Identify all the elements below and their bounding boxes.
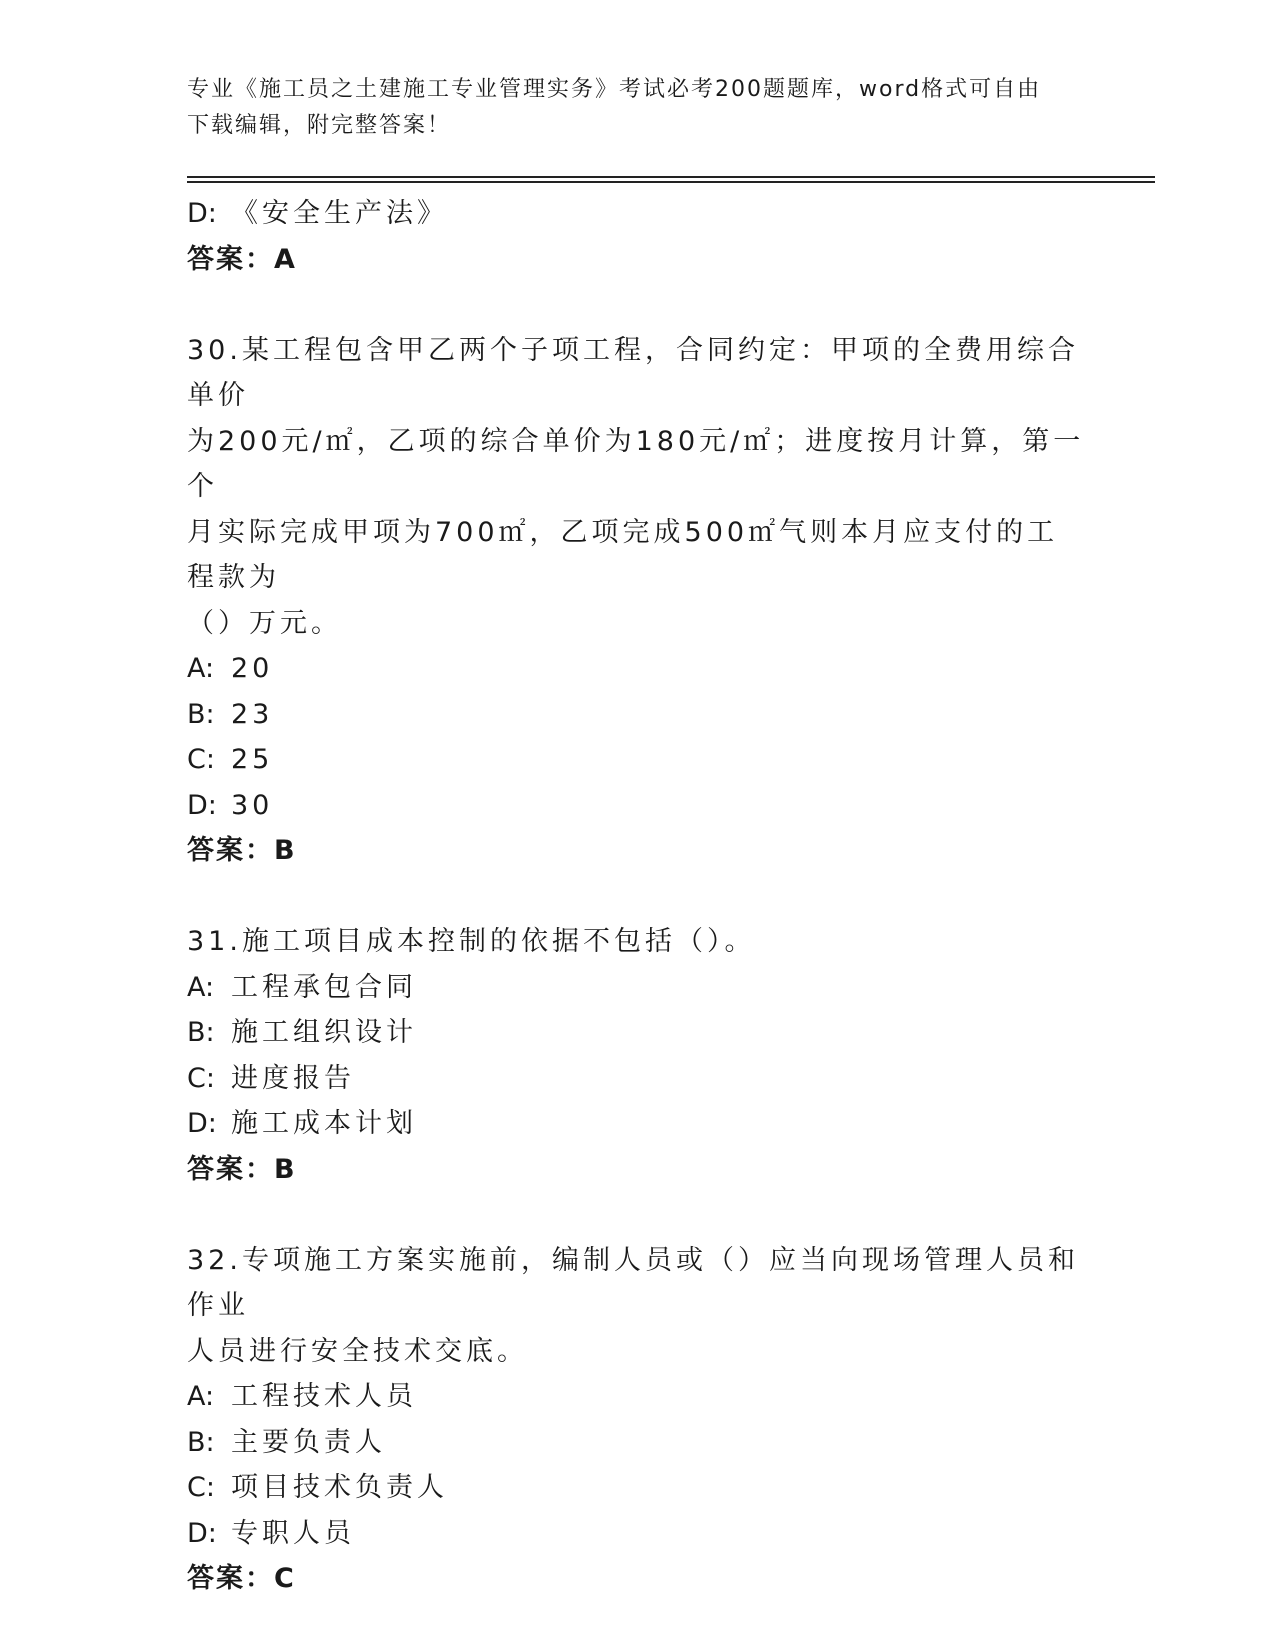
option-label: D: <box>187 1108 217 1139</box>
option-text: 工程承包合同 <box>231 971 417 1003</box>
option-text: 23 <box>231 698 274 730</box>
question-31 <box>187 919 1087 1192</box>
answer: 答案：C <box>187 1563 296 1594</box>
question-stem-line: 人员进行安全技术交底。 <box>187 1335 528 1367</box>
option-label: B: <box>187 698 215 730</box>
document-header <box>187 72 1067 144</box>
option-label: C: <box>187 1472 215 1503</box>
option-c <box>187 1056 1087 1102</box>
prev-option-d <box>187 191 1087 237</box>
option-text: 施工组织设计 <box>231 1017 417 1048</box>
question-stem-line: 31.施工项目成本控制的依据不包括（）。 <box>187 926 756 957</box>
option-label: C: <box>187 744 215 775</box>
option-a <box>187 1374 1087 1420</box>
option-text: 20 <box>231 653 274 684</box>
question-stem-line: 32.专项施工方案实施前，编制人员或（）应当向现场管理人员和作业 <box>187 1244 1079 1321</box>
option-text: 专职人员 <box>231 1517 355 1549</box>
header-line-1: 专业《施工员之土建施工专业管理实务》考试必考200题题库，word格式可自由 <box>187 77 1042 102</box>
option-label: D: <box>187 789 217 821</box>
option-text: 项目技术负责人 <box>231 1472 448 1503</box>
option-label: B: <box>187 1017 215 1048</box>
option-label: A: <box>187 1381 215 1412</box>
question-stem-line: 30.某工程包含甲乙两个子项工程，合同约定：甲项的全费用综合单价 <box>187 334 1079 411</box>
option-text: 主要负责人 <box>231 1426 386 1458</box>
option-text: 进度报告 <box>231 1062 355 1094</box>
spacer <box>187 1192 1087 1238</box>
option-d <box>187 1511 1087 1557</box>
option-label: C: <box>187 1062 215 1094</box>
option-text: 25 <box>231 744 274 775</box>
option-text: 30 <box>231 789 274 821</box>
option-b <box>187 1420 1087 1466</box>
option-b <box>187 692 1087 738</box>
option-c <box>187 737 1087 783</box>
option-text: 工程技术人员 <box>231 1381 417 1412</box>
spacer <box>187 282 1087 328</box>
option-a <box>187 646 1087 692</box>
header-rule-top <box>187 176 1155 178</box>
question-content <box>187 191 1087 1602</box>
question-stem-line: 月实际完成甲项为700㎡，乙项完成500㎡气则本月应支付的工程款为 <box>187 516 1059 593</box>
option-label: D: <box>187 1517 217 1549</box>
option-a <box>187 965 1087 1011</box>
option-d <box>187 783 1087 829</box>
option-label: A: <box>187 971 215 1003</box>
option-c <box>187 1465 1087 1511</box>
spacer <box>187 874 1087 920</box>
option-text: 《安全生产法》 <box>231 198 448 229</box>
answer: 答案：B <box>187 835 297 866</box>
option-label: A: <box>187 653 215 684</box>
answer: 答案：B <box>187 1153 297 1185</box>
option-d <box>187 1101 1087 1147</box>
header-line-2: 下载编辑，附完整答案！ <box>187 113 452 138</box>
option-label: D: <box>187 198 217 229</box>
option-text: 施工成本计划 <box>231 1108 417 1139</box>
question-32 <box>187 1238 1087 1602</box>
option-b <box>187 1010 1087 1056</box>
prev-answer: 答案：A <box>187 243 297 275</box>
question-30 <box>187 328 1087 874</box>
question-stem-line: 为200元/㎡，乙项的综合单价为180元/㎡；进度按月计算，第一个 <box>187 425 1085 502</box>
header-rule-bottom <box>187 181 1155 183</box>
option-label: B: <box>187 1426 215 1458</box>
question-stem-line: （）万元。 <box>187 607 342 639</box>
